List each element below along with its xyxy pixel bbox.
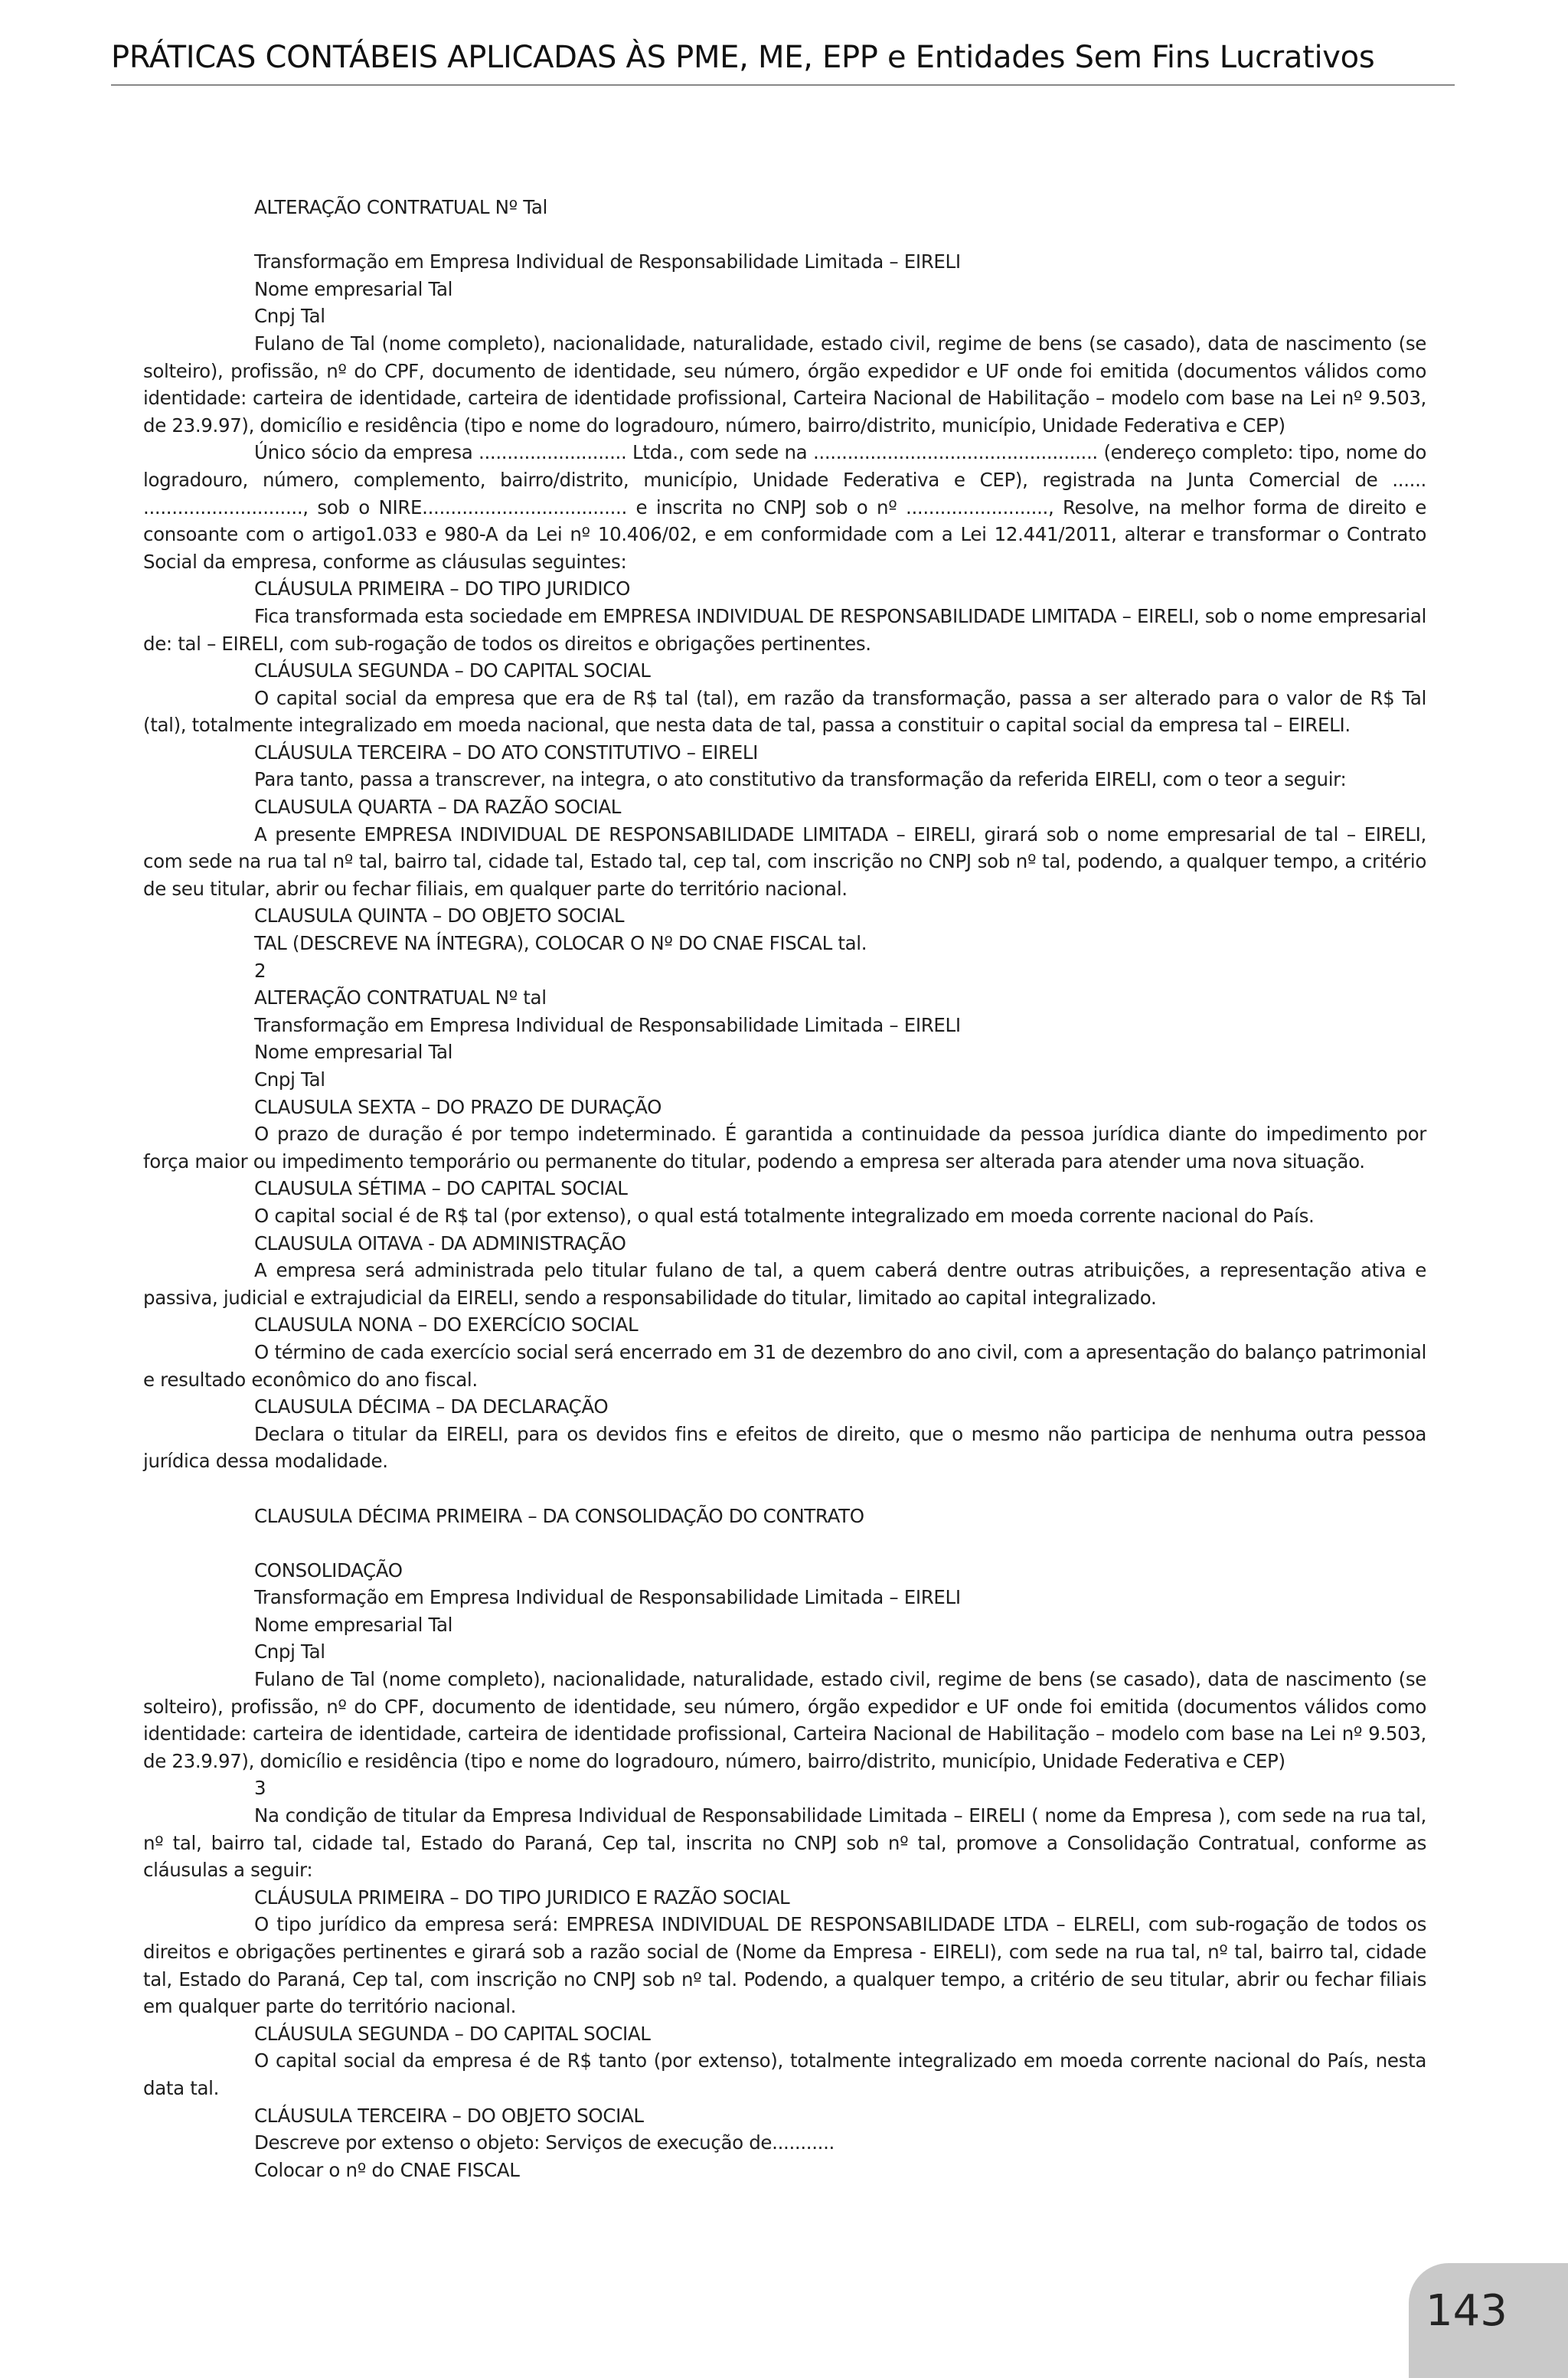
clause-text: Declara o titular da EIRELI, para os devidos fins e efeitos de direito, que o mesmo não participa de nenhuma outra pessoa jurídica dessa modalidade.: [143, 1422, 1426, 1473]
alteration-title: ALTERAÇÃO CONTRATUAL Nº Tal: [254, 196, 547, 218]
alteration-title-repeat: ALTERAÇÃO CONTRATUAL Nº tal: [254, 986, 547, 1009]
clause-title: CLAUSULA SÉTIMA – DO CAPITAL SOCIAL: [254, 1177, 628, 1200]
spacer: [143, 1475, 1426, 1503]
consolidation-title: CONSOLIDAÇÃO: [254, 1559, 403, 1582]
clause-text: O capital social da empresa que era de R$ tal (tal), em razão da transformação, passa a ser alterado para o valor de R$ Tal (tal), totalmente integralizado em moeda nacional, que nesta data de tal, passa a constituir o capital social da empresa tal – EIRELI.: [143, 686, 1426, 737]
cnpj-line: Cnpj Tal: [254, 305, 325, 328]
document-body: [143, 194, 1426, 2183]
clause-text: O prazo de duração é por tempo indeterminado. É garantida a continuidade da pessoa jurídica diante do impedimento por força maior ou impedimento temporário ou permanente do titular, podendo a empresa ser alterada para atender uma nova situação.: [143, 1123, 1426, 1173]
clause-title: CLAUSULA QUINTA – DO OBJETO SOCIAL: [254, 904, 625, 927]
sole-partner-paragraph: Único sócio da empresa .......................... Ltda., com sede na .................................................. (endereço completo: tipo, nome do logradouro, número, complemento, bairro/distrito, município, Unidade Federativa e CEP), registrada na Junta Comercial de ...... ............................, sob o NIRE.................................... e inscrita no CNPJ sob o nº ........................., Resolve, na melhor forma de direito e consoante com o artigo1.033 e 980-A da Lei nº 10.406/02, e em conformidade com a Lei 12.441/2011, alterar e transformar o Contrato Social da empresa, conforme as cláusulas seguintes:: [143, 441, 1426, 573]
company-name-line: Nome empresarial Tal: [254, 1613, 453, 1636]
clause-text: Fica transformada esta sociedade em EMPRESA INDIVIDUAL DE RESPONSABILIDADE LIMITADA – EIRELI, sob o nome empresarial de: tal – EIRELI, com sub-rogação de todos os direitos e obrigações pertinentes.: [143, 604, 1426, 655]
header-divider: [111, 84, 1455, 86]
clause-title: CLÁUSULA SEGUNDA – DO CAPITAL SOCIAL: [254, 659, 651, 682]
clause-text: TAL (DESCREVE NA ÍNTEGRA), COLOCAR O Nº DO CNAE FISCAL tal.: [254, 932, 867, 955]
company-name-line: Nome empresarial Tal: [254, 277, 453, 300]
running-header: PRÁTICAS CONTÁBEIS APLICADAS ÀS PME, ME, EPP e Entidades Sem Fins Lucrativos: [111, 40, 1375, 75]
clause-title: CLAUSULA NONA – DO EXERCÍCIO SOCIAL: [254, 1313, 639, 1336]
consolidation-subtitle: Transformação em Empresa Individual de Responsabilidade Limitada – EIRELI: [254, 1586, 961, 1609]
spacer: [143, 1529, 1426, 1557]
spacer: [143, 221, 1426, 249]
clause-text: O término de cada exercício social será encerrado em 31 de dezembro do ano civil, com a apresentação do balanço patrimonial e resultado econômico do ano fiscal.: [143, 1340, 1426, 1391]
clause-text: Colocar o nº do CNAE FISCAL: [254, 2158, 520, 2181]
clause-title: CLAUSULA OITAVA - DA ADMINISTRAÇÃO: [254, 1232, 626, 1254]
clause-title: CLAUSULA SEXTA – DO PRAZO DE DURAÇÃO: [254, 1095, 662, 1118]
clause-title: CLÁUSULA TERCEIRA – DO ATO CONSTITUTIVO – EIRELI: [254, 741, 759, 764]
page-number: 143: [1426, 2286, 1508, 2336]
clause-text: Descreve por extenso o objeto: Serviços de execução de...........: [254, 2131, 835, 2154]
clause-text: A presente EMPRESA INDIVIDUAL DE RESPONSABILIDADE LIMITADA – EIRELI, girará sob o nome empresarial de tal – EIRELI, com sede na rua tal nº tal, bairro tal, cidade tal, Estado tal, cep tal, com inscrição no CNPJ sob nº tal, podendo, a qualquer tempo, a critério de seu titular, abrir ou fechar filiais, em qualquer parte do território nacional.: [143, 823, 1426, 900]
clause-text: Para tanto, passa a transcrever, na integra, o ato constitutivo da transformação da referida EIRELI, com o teor a seguir:: [254, 768, 1347, 791]
cnpj-line: Cnpj Tal: [254, 1640, 325, 1663]
clause-title: CLÁUSULA PRIMEIRA – DO TIPO JURIDICO: [254, 577, 631, 600]
inner-page-marker: 2: [254, 959, 266, 982]
cnpj-line: Cnpj Tal: [254, 1068, 325, 1091]
alteration-subtitle: Transformação em Empresa Individual de Responsabilidade Limitada – EIRELI: [254, 250, 961, 273]
clause-title: CLAUSULA DÉCIMA – DA DECLARAÇÃO: [254, 1395, 609, 1418]
clause-text: O capital social da empresa é de R$ tanto (por extenso), totalmente integralizado em moeda corrente nacional do País, nesta data tal.: [143, 2049, 1426, 2099]
clause-title: CLÁUSULA SEGUNDA – DO CAPITAL SOCIAL: [254, 2022, 651, 2045]
inner-page-marker: 3: [254, 1777, 266, 1800]
clause-text: O capital social é de R$ tal (por extenso), o qual está totalmente integralizado em moeda corrente nacional do País.: [254, 1204, 1315, 1227]
clause-title: CLAUSULA DÉCIMA PRIMEIRA – DA CONSOLIDAÇÃO DO CONTRATO: [254, 1504, 864, 1527]
clause-text: A empresa será administrada pelo titular fulano de tal, a quem caberá dentre outras atribuições, a representação ativa e passiva, judicial e extrajudicial da EIRELI, sendo a responsabilidade do titular, limitado ao capital integralizado.: [143, 1259, 1426, 1309]
clause-text: O tipo jurídico da empresa será: EMPRESA INDIVIDUAL DE RESPONSABILIDADE LTDA – ELRELI, com sub-rogação de todos os direitos e obrigações pertinentes e girará sob a razão social de (Nome da Empresa - EIRELI), com sede na rua tal, nº tal, bairro tal, cidade tal, Estado do Paraná, Cep tal, com inscrição no CNPJ sob nº tal. Podendo, a qualquer tempo, a critério de seu titular, abrir ou fechar filiais em qualquer parte do território nacional.: [143, 1913, 1426, 2018]
owner-qualification: Fulano de Tal (nome completo), nacionalidade, naturalidade, estado civil, regime de bens (se casado), data de nascimento (se solteiro), profissão, nº do CPF, documento de identidade, seu número, órgão expedidor e UF onde foi emitida (documentos válidos como identidade: carteira de identidade, carteira de identidade profissional, Carteira Nacional de Habilitação – modelo com base na Lei nº 9.503, de 23.9.97), domicílio e residência (tipo e nome do logradouro, número, bairro/distrito, município, Unidade Federativa e CEP): [143, 332, 1426, 437]
company-name-line: Nome empresarial Tal: [254, 1041, 453, 1064]
owner-qualification: Fulano de Tal (nome completo), nacionalidade, naturalidade, estado civil, regime de bens (se casado), data de nascimento (se solteiro), profissão, nº do CPF, documento de identidade, seu número, órgão expedidor e UF onde foi emitida (documentos válidos como identidade: carteira de identidade, carteira de identidade profissional, Carteira Nacional de Habilitação – modelo com base na Lei nº 9.503, de 23.9.97), domicílio e residência (tipo e nome do logradouro, número, bairro/distrito, município, Unidade Federativa e CEP): [143, 1668, 1426, 1772]
clause-title: CLÁUSULA PRIMEIRA – DO TIPO JURIDICO E RAZÃO SOCIAL: [254, 1886, 790, 1909]
clause-title: CLÁUSULA TERCEIRA – DO OBJETO SOCIAL: [254, 2104, 644, 2127]
alteration-subtitle-repeat: Transformação em Empresa Individual de Responsabilidade Limitada – EIRELI: [254, 1013, 961, 1036]
clause-title: CLAUSULA QUARTA – DA RAZÃO SOCIAL: [254, 796, 622, 819]
consolidation-intro: Na condição de titular da Empresa Individual de Responsabilidade Limitada – EIRELI ( nome da Empresa ), com sede na rua tal, nº tal, bairro tal, cidade tal, Estado do Paraná, Cep tal, inscrita no CNPJ sob nº tal, promove a Consolidação Contratual, conforme as cláusulas a seguir:: [143, 1804, 1426, 1882]
